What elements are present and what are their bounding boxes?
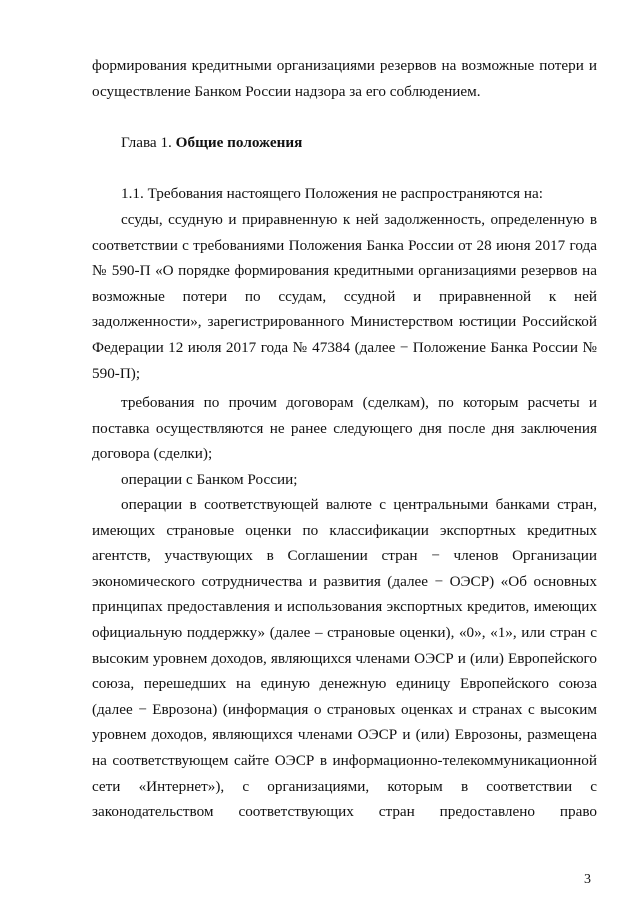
item-central-bank-operations: операции в соответствующей валюте с центральными банками стран, имеющих страновые оценки по классификации экспортных кредитных агентств, участвующих в Соглашении стран − членов Организации экономического сотрудничества и развития (далее − ОЭСР) «Об основных принципах предоставления и использования экспортных кредитов, имеющих официальную поддержку» (далее – страновые оценки), «0», «1», или стран с высоким уровнем доходов, являющихся членами ОЭСР и (или) Европейского союза, перешедших на единую денежную единицу Европейского союза (далее − Еврозона) (информация о страновых оценках и странах с высоким уровнем доходов, являющихся членами ОЭСР и (или) Еврозоны, размещена на соответствующем сайте ОЭСР в информационно-телекоммуникационной сети «Интернет»), с организациями, которым в соответствии с законодательством соответствующих стран предоставлено право	[92, 496, 597, 821]
item-bank-of-russia-operations: операции с Банком России;	[121, 471, 298, 488]
page-number: 3	[584, 872, 591, 887]
item-loans: ссуды, ссудную и приравненную к ней задолженность, определенную в соответствии с требованиями Положения Банка России от 28 июня 2017 года № 590-П «О порядке формирования кредитными организациями резервов на возможные потери по ссудам, ссудной и приравненной к ней задолженности», зарегистрированного Министерством юстиции Российской Федерации 12 июля 2017 года № 47384 (далее − Положение Банка России № 590-П);	[92, 211, 597, 382]
chapter-prefix: Глава 1.	[121, 134, 172, 151]
chapter-title: Общие положения	[175, 134, 303, 151]
continuation-paragraph: формирования кредитными организациями резервов на возможные потери и осуществление Банком России надзора за его соблюдением.	[92, 57, 597, 100]
item-other-contracts: требования по прочим договорам (сделкам), по которым расчеты и поставка осуществляются не ранее следующего дня после дня заключения договора (сделки);	[92, 394, 597, 463]
chapter-heading	[121, 133, 302, 153]
clause-1-1-intro: 1.1. Требования настоящего Положения не распространяются на:	[121, 185, 543, 202]
